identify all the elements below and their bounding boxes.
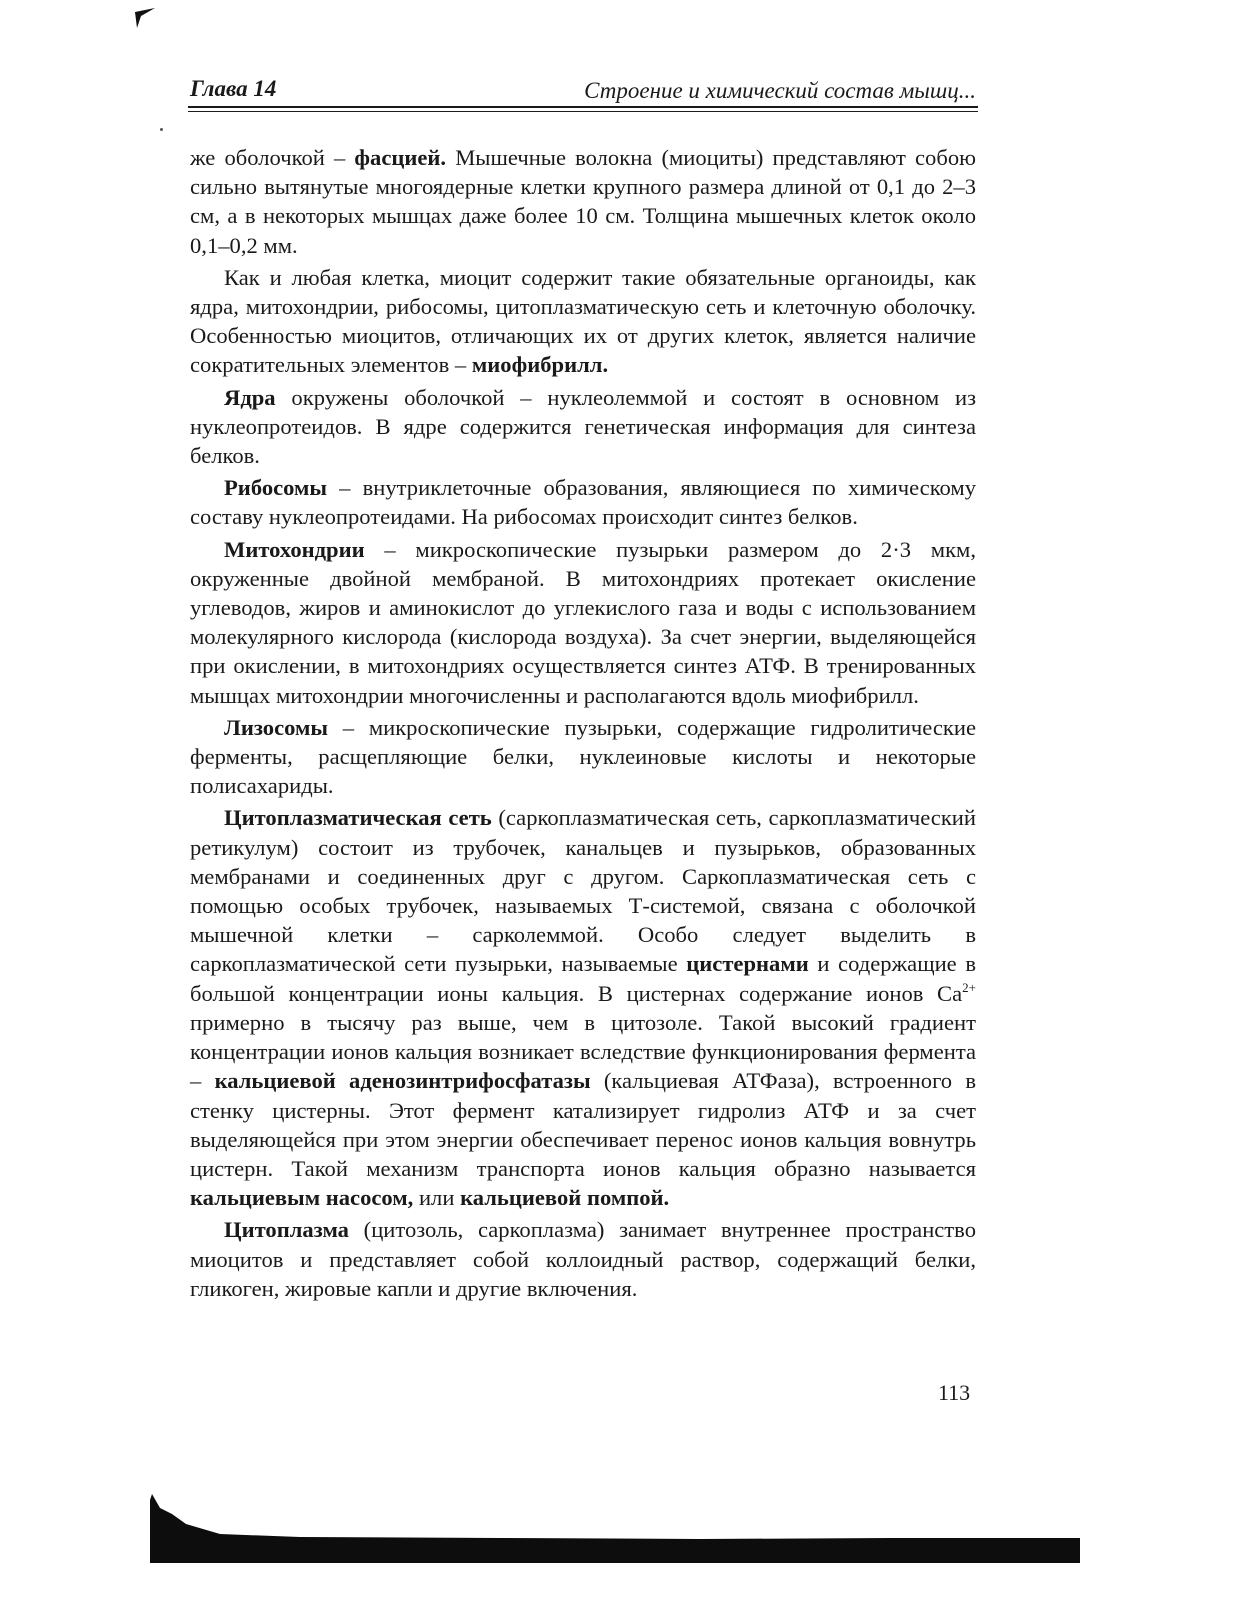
scan-speck (160, 128, 163, 131)
bold-term: миофибрилл. (471, 352, 609, 378)
header-rule-thin (188, 111, 978, 112)
running-header (188, 74, 976, 104)
text-run: (кальциевая АТФаза), встроенного в стенку цистерны. Этот фермент катализирует гидролиз АТФ и за счет выделяющейся при этом энергии обеспечивает перенос ионов кальция вовнутрь цистерн. Такой механизм транспорта ионов кальция образно называется (190, 1068, 976, 1181)
bold-term: Цитоплазма (224, 1217, 349, 1243)
text-run: или (413, 1185, 461, 1211)
chapter-label: Глава 14 (190, 76, 277, 101)
paragraph (190, 803, 976, 1212)
paragraph (190, 263, 976, 380)
paragraph (190, 713, 976, 801)
bold-term: Ядра (224, 384, 276, 410)
body-text (190, 143, 976, 1306)
bold-term: Цитоплазматическая сеть (224, 805, 492, 831)
scan-corner-mark (133, 6, 157, 30)
bold-term: кальциевым насосом, (190, 1185, 414, 1211)
paragraph (190, 473, 976, 531)
bold-term: Рибосомы (224, 475, 328, 501)
page-number: 113 (938, 1380, 971, 1405)
bold-term: кальциевой помпой. (460, 1185, 670, 1211)
section-title: Строение и химический состав мышц... (584, 78, 976, 103)
text-run: (саркоплазматическая сеть, саркоплазматический ретикулум) состоит из трубочек, канальцев и пузырьков, образованных мембранами и соединенных друг с другом. Саркоплазматическая сеть с помощью особых трубочек, называемых Т-системой, связана с оболочкой мышечной клетки – сарколеммой. Особо следует выделить в саркоплазматической сети пузырьки, называемые (190, 805, 976, 977)
text-run: и содержащие в большой концентрации ионы кальция. В цистернах содержание ионов Са (190, 951, 976, 1006)
text-run: – внутриклеточные образования, являющиеся по химическому составу нуклеопротеидами. На рибосомах происходит синтез белков. (190, 475, 976, 530)
bold-term: фасцией. (354, 145, 447, 170)
paragraph (190, 535, 976, 710)
text-run: – микроскопические пузырьки размером до 2·3 мкм, окруженные двойной мембраной. В митохондриях протекает окисление углеводов, жиров и аминокислот до углекислого газа и воды с использованием молекулярного кислорода (кислорода воздуха). За счет энергии, выделяющейся при окислении, в митохондриях осуществляется синтез АТФ. В тренированных мышцах митохондрии многочисленны и располагаются вдоль миофибрилл. (190, 536, 976, 708)
text-run: примерно в тысячу раз выше, чем в цитозоле. Такой высокий градиент концентрации ионов кальция возникает вследствие функционирования фермента – (190, 1009, 976, 1094)
paragraph (190, 143, 976, 260)
text-run: окружены оболочкой – нуклеолеммой и состоят в основном из нуклеопротеидов. В ядре содержится генетическая информация для синтеза белков. (190, 384, 976, 469)
text-run: – микроскопические пузырьки, содержащие гидролитические ферменты, расщепляющие белки, нуклеиновые кислоты и некоторые полисахариды. (190, 714, 976, 799)
superscript: 2+ (962, 979, 976, 995)
paragraph (190, 1215, 976, 1303)
bold-term: цистернами (686, 951, 809, 977)
bold-term: Лизосомы (224, 714, 329, 740)
text-run: Как и любая клетка, миоцит содержит такие обязательные органоиды, как ядра, митохондрии, рибосомы, цитоплазматическую сеть и клеточную оболочку. Особенностью миоцитов, отличающих их от других клеток, является наличие сократительных элементов – (190, 264, 976, 378)
paragraph (190, 383, 976, 471)
bold-term: кальциевой аденозинтрифосфатазы (214, 1068, 591, 1094)
text-run: же оболочкой – (190, 145, 355, 170)
text-run: Мышечные волокна (миоциты) представляют собою сильно вытянутые многоядерные клетки крупного размера длиной от 0,1 до 2–3 см, а в некоторых мышцах даже более 10 см. Толщина мышечных клеток около 0,1–0,2 мм. (190, 145, 976, 258)
header-rule-thick (188, 106, 978, 108)
bold-term: Митохондрии (224, 536, 365, 562)
text-run: (цитозоль, саркоплазма) занимает внутреннее пространство миоцитов и представляет собой коллоидный раствор, содержащий белки, гликоген, жировые капли и другие включения. (190, 1217, 976, 1301)
